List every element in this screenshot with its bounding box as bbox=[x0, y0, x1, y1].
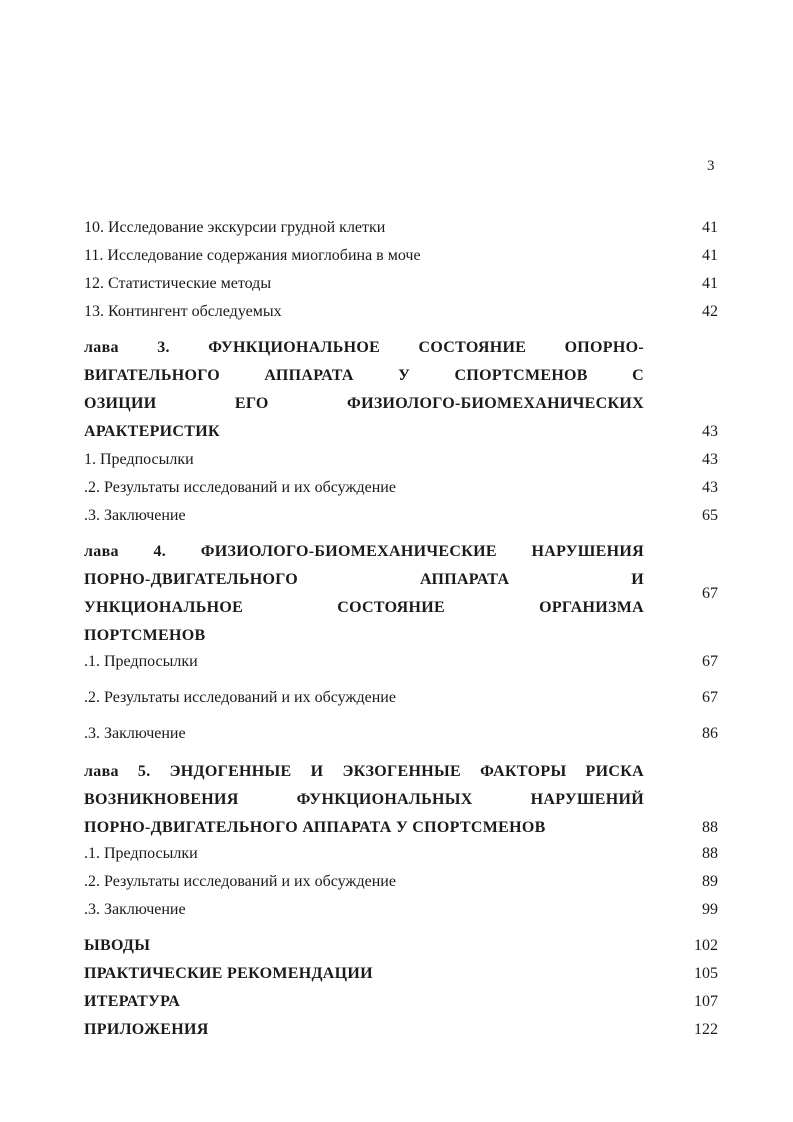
toc-entry-page: 41 bbox=[702, 275, 718, 292]
toc-conclusions bbox=[84, 932, 724, 960]
toc-entry-4-1 bbox=[84, 648, 724, 676]
chapter-title-line: ВИГАТЕЛЬНОГО АППАРАТА У СПОРТСМЕНОВ С bbox=[84, 367, 644, 384]
toc-entry-title: 12. Статистические методы bbox=[84, 275, 272, 292]
toc-entry-page: 43 bbox=[702, 451, 718, 468]
toc-entry-title: .2. Результаты исследований и их обсуждение bbox=[84, 873, 396, 890]
toc-entry-title: ЫВОДЫ bbox=[84, 937, 151, 954]
toc-appendices bbox=[84, 1016, 724, 1044]
chapter-title-line: УНКЦИОНАЛЬНОЕ СОСТОЯНИЕ ОРГАНИЗМА bbox=[84, 599, 644, 616]
chapter-title-line: ВОЗНИКНОВЕНИЯ ФУНКЦИОНАЛЬНЫХ НАРУШЕНИЙ bbox=[84, 791, 644, 808]
toc-entry-page: 41 bbox=[702, 247, 718, 264]
chapter-title-line: ПОРТСМЕНОВ bbox=[84, 627, 206, 644]
toc-entry-page: 122 bbox=[694, 1021, 718, 1038]
toc-entry-title: 13. Контингент обследуемых bbox=[84, 303, 282, 320]
toc-entry-title: 11. Исследование содержания миоглобина в моче bbox=[84, 247, 421, 264]
toc-entry-4-2 bbox=[84, 684, 724, 712]
toc-entry-title: .3. Заключение bbox=[84, 507, 186, 524]
toc-entry-4-3 bbox=[84, 720, 724, 748]
toc-entry-page: 99 bbox=[702, 901, 718, 918]
toc-entry-title: .3. Заключение bbox=[84, 725, 186, 742]
toc-entry-3-3 bbox=[84, 502, 724, 530]
toc-entry-page: 41 bbox=[702, 219, 718, 236]
toc-entry-title: .1. Предпосылки bbox=[84, 653, 198, 670]
toc-entry-page: 107 bbox=[694, 993, 718, 1010]
chapter-title-line: ПОРНО-ДВИГАТЕЛЬНОГО АППАРАТА И bbox=[84, 571, 644, 588]
chapter-title bbox=[84, 334, 644, 446]
toc-entry-page: 102 bbox=[694, 937, 718, 954]
chapter-title-line: лава 4. ФИЗИОЛОГО-БИОМЕХАНИЧЕСКИЕ НАРУШЕНИЯ bbox=[84, 543, 644, 560]
toc-entry-page: 86 bbox=[702, 725, 718, 742]
toc-chapter-4 bbox=[84, 538, 724, 650]
chapter-title-line: ПОРНО-ДВИГАТЕЛЬНОГО АППАРАТА У СПОРТСМЕНОВ bbox=[84, 819, 546, 836]
toc-entry-exkursion bbox=[84, 214, 724, 242]
toc-entry-statistics bbox=[84, 270, 724, 298]
toc-entry-contingent bbox=[84, 298, 724, 326]
toc-entry-5-2 bbox=[84, 868, 724, 896]
toc-entry-page: 88 bbox=[702, 819, 718, 836]
toc-entry-page: 105 bbox=[694, 965, 718, 982]
toc-entry-title: .2. Результаты исследований и их обсуждение bbox=[84, 689, 396, 706]
toc-chapter-3 bbox=[84, 334, 724, 446]
toc-entry-title: ИТЕРАТУРА bbox=[84, 993, 181, 1010]
toc-entry-title: .1. Предпосылки bbox=[84, 845, 198, 862]
toc-recommendations bbox=[84, 960, 724, 988]
chapter-title-line: лава 5. ЭНДОГЕННЫЕ И ЭКЗОГЕННЫЕ ФАКТОРЫ РИСКА bbox=[84, 763, 644, 780]
toc-entry-page: 88 bbox=[702, 845, 718, 862]
toc-entry-5-1 bbox=[84, 840, 724, 868]
toc-entry-3-1 bbox=[84, 446, 724, 474]
toc-entry-page: 67 bbox=[702, 585, 718, 602]
toc-chapter-5 bbox=[84, 758, 724, 842]
toc-entry-title: 1. Предпосылки bbox=[84, 451, 194, 468]
toc-entry-title: 10. Исследование экскурсии грудной клетки bbox=[84, 219, 386, 236]
toc-entry-5-3 bbox=[84, 896, 724, 924]
toc-entry-myoglobin bbox=[84, 242, 724, 270]
toc-entry-page: 43 bbox=[702, 479, 718, 496]
toc-entry-title: ПРАКТИЧЕСКИЕ РЕКОМЕНДАЦИИ bbox=[84, 965, 373, 982]
toc-entry-title: .2. Результаты исследований и их обсуждение bbox=[84, 479, 396, 496]
chapter-title bbox=[84, 758, 644, 842]
toc-entry-page: 42 bbox=[702, 303, 718, 320]
toc-entry-page: 67 bbox=[702, 653, 718, 670]
toc-entry-3-2 bbox=[84, 474, 724, 502]
chapter-title bbox=[84, 538, 644, 650]
toc-entry-title: ПРИЛОЖЕНИЯ bbox=[84, 1021, 209, 1038]
toc-entry-page: 65 bbox=[702, 507, 718, 524]
toc-entry-page: 43 bbox=[702, 423, 718, 440]
toc-entry-title: .3. Заключение bbox=[84, 901, 186, 918]
chapter-title-line: лава 3. ФУНКЦИОНАЛЬНОЕ СОСТОЯНИЕ ОПОРНО- bbox=[84, 339, 644, 356]
chapter-title-line: АРАКТЕРИСТИК bbox=[84, 423, 220, 440]
page-number: 3 bbox=[707, 158, 715, 174]
toc-literature bbox=[84, 988, 724, 1016]
toc-entry-page: 67 bbox=[702, 689, 718, 706]
chapter-title-line: ОЗИЦИИ ЕГО ФИЗИОЛОГО-БИОМЕХАНИЧЕСКИХ bbox=[84, 395, 644, 412]
toc-entry-page: 89 bbox=[702, 873, 718, 890]
